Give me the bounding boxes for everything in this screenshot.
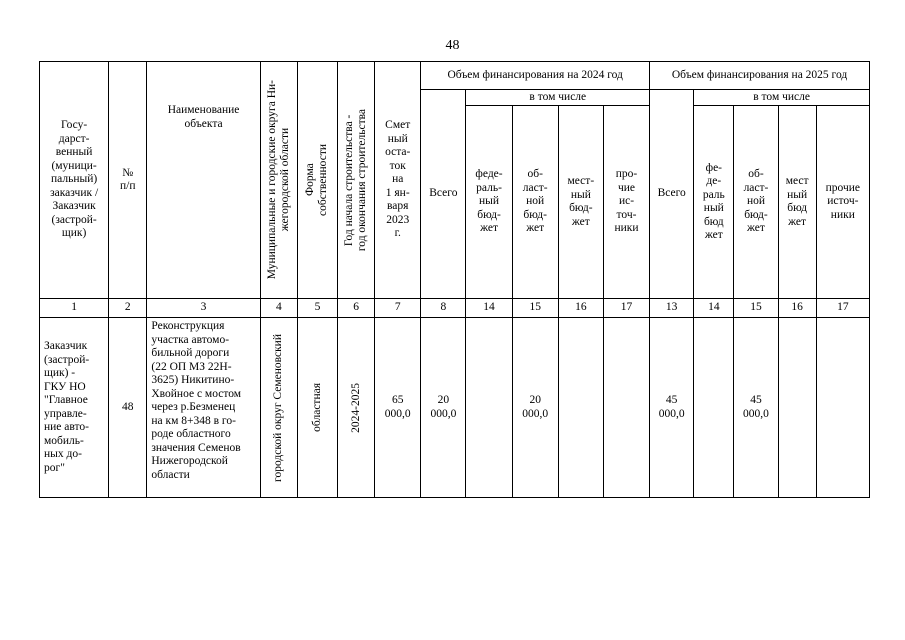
header-regional-2025: об- ласт- ной бюд- жет bbox=[734, 106, 778, 299]
row-municipality-text: городской округ Семеновский bbox=[272, 333, 285, 482]
header-remainder: Смет ный оста- ток на 1 ян- варя 2023 г. bbox=[375, 62, 421, 299]
row-local-2024 bbox=[558, 318, 603, 498]
header-number: № п/п bbox=[109, 62, 147, 299]
row-federal-2025 bbox=[694, 318, 734, 498]
column-number: 17 bbox=[816, 299, 869, 318]
header-total-2025: Всего bbox=[650, 90, 694, 299]
row-remainder: 65 000,0 bbox=[375, 318, 421, 498]
row-other-2025 bbox=[816, 318, 869, 498]
header-ownership-text: Форма собственности bbox=[304, 144, 330, 216]
column-number: 17 bbox=[603, 299, 649, 318]
row-other-2024 bbox=[603, 318, 649, 498]
header-object-name-text: Наименование объекта bbox=[167, 104, 240, 130]
column-number: 1 bbox=[40, 299, 109, 318]
header-ownership bbox=[297, 62, 337, 299]
column-number: 15 bbox=[512, 299, 558, 318]
header-regional-2024: об- ласт- ной бюд- жет bbox=[512, 106, 558, 299]
column-number: 14 bbox=[466, 299, 512, 318]
row-ownership bbox=[297, 318, 337, 498]
header-local-2024: мест- ный бюд- жет bbox=[558, 106, 603, 299]
header-row-1 bbox=[40, 62, 870, 90]
financing-table bbox=[39, 61, 870, 498]
row-federal-2024 bbox=[466, 318, 512, 498]
column-number: 5 bbox=[297, 299, 337, 318]
header-fin-2024: Объем финансирования на 2024 год bbox=[421, 62, 650, 90]
row-object-name: Реконструкция участка автомо- бильной дороги (22 ОП МЗ 22Н- 3625) Никитино- Хвойное с мостом через р.Безменец на км 8+348 в го- роде областного значения Семенов Нижегородской области bbox=[147, 318, 260, 498]
column-number: 6 bbox=[338, 299, 375, 318]
page-number: 48 bbox=[445, 38, 460, 53]
header-municipality bbox=[260, 62, 297, 299]
column-number: 15 bbox=[734, 299, 778, 318]
column-number: 8 bbox=[421, 299, 466, 318]
header-federal-2025: фе- де- раль ный бюд жет bbox=[694, 106, 734, 299]
header-including-2024: в том числе bbox=[466, 90, 650, 106]
column-number-row bbox=[40, 299, 870, 318]
column-number: 3 bbox=[147, 299, 260, 318]
header-years-text: Год начала строительства - год окончания строительства bbox=[343, 108, 369, 252]
row-total-2025: 45 000,0 bbox=[650, 318, 694, 498]
column-number: 14 bbox=[694, 299, 734, 318]
row-years bbox=[338, 318, 375, 498]
row-years-text: 2024-2025 bbox=[349, 382, 362, 433]
header-including-2025: в том числе bbox=[694, 90, 870, 106]
header-fin-2025: Объем финансирования на 2025 год bbox=[650, 62, 870, 90]
row-municipality bbox=[260, 318, 297, 498]
column-number: 7 bbox=[375, 299, 421, 318]
header-municipality-text: Муниципальные и городские округа Ни- жегородской области bbox=[265, 80, 291, 280]
header-years bbox=[338, 62, 375, 299]
header-other-2025: прочие источ- ники bbox=[816, 106, 869, 299]
table-row bbox=[40, 318, 870, 498]
column-number: 16 bbox=[558, 299, 603, 318]
column-number: 4 bbox=[260, 299, 297, 318]
column-number: 16 bbox=[778, 299, 816, 318]
header-other-2024: про- чие ис- точ- ники bbox=[603, 106, 649, 299]
row-total-2024: 20 000,0 bbox=[421, 318, 466, 498]
row-local-2025 bbox=[778, 318, 816, 498]
header-local-2025: мест ный бюд жет bbox=[778, 106, 816, 299]
column-number: 2 bbox=[109, 299, 147, 318]
header-object-name bbox=[147, 62, 260, 299]
header-federal-2024: феде- раль- ный бюд- жет bbox=[466, 106, 512, 299]
header-customer: Госу- дарст- венный (муници- пальный) заказчик / Заказчик (застрой- щик) bbox=[40, 62, 109, 299]
row-ownership-text: областная bbox=[310, 383, 323, 432]
row-regional-2024: 20 000,0 bbox=[512, 318, 558, 498]
column-number: 13 bbox=[650, 299, 694, 318]
row-number: 48 bbox=[109, 318, 147, 498]
header-total-2024: Всего bbox=[421, 90, 466, 299]
row-regional-2025: 45 000,0 bbox=[734, 318, 778, 498]
row-customer: Заказчик (застрой- щик) - ГКУ НО "Главное управле- ние авто- мобиль- ных до- рог" bbox=[40, 318, 109, 498]
